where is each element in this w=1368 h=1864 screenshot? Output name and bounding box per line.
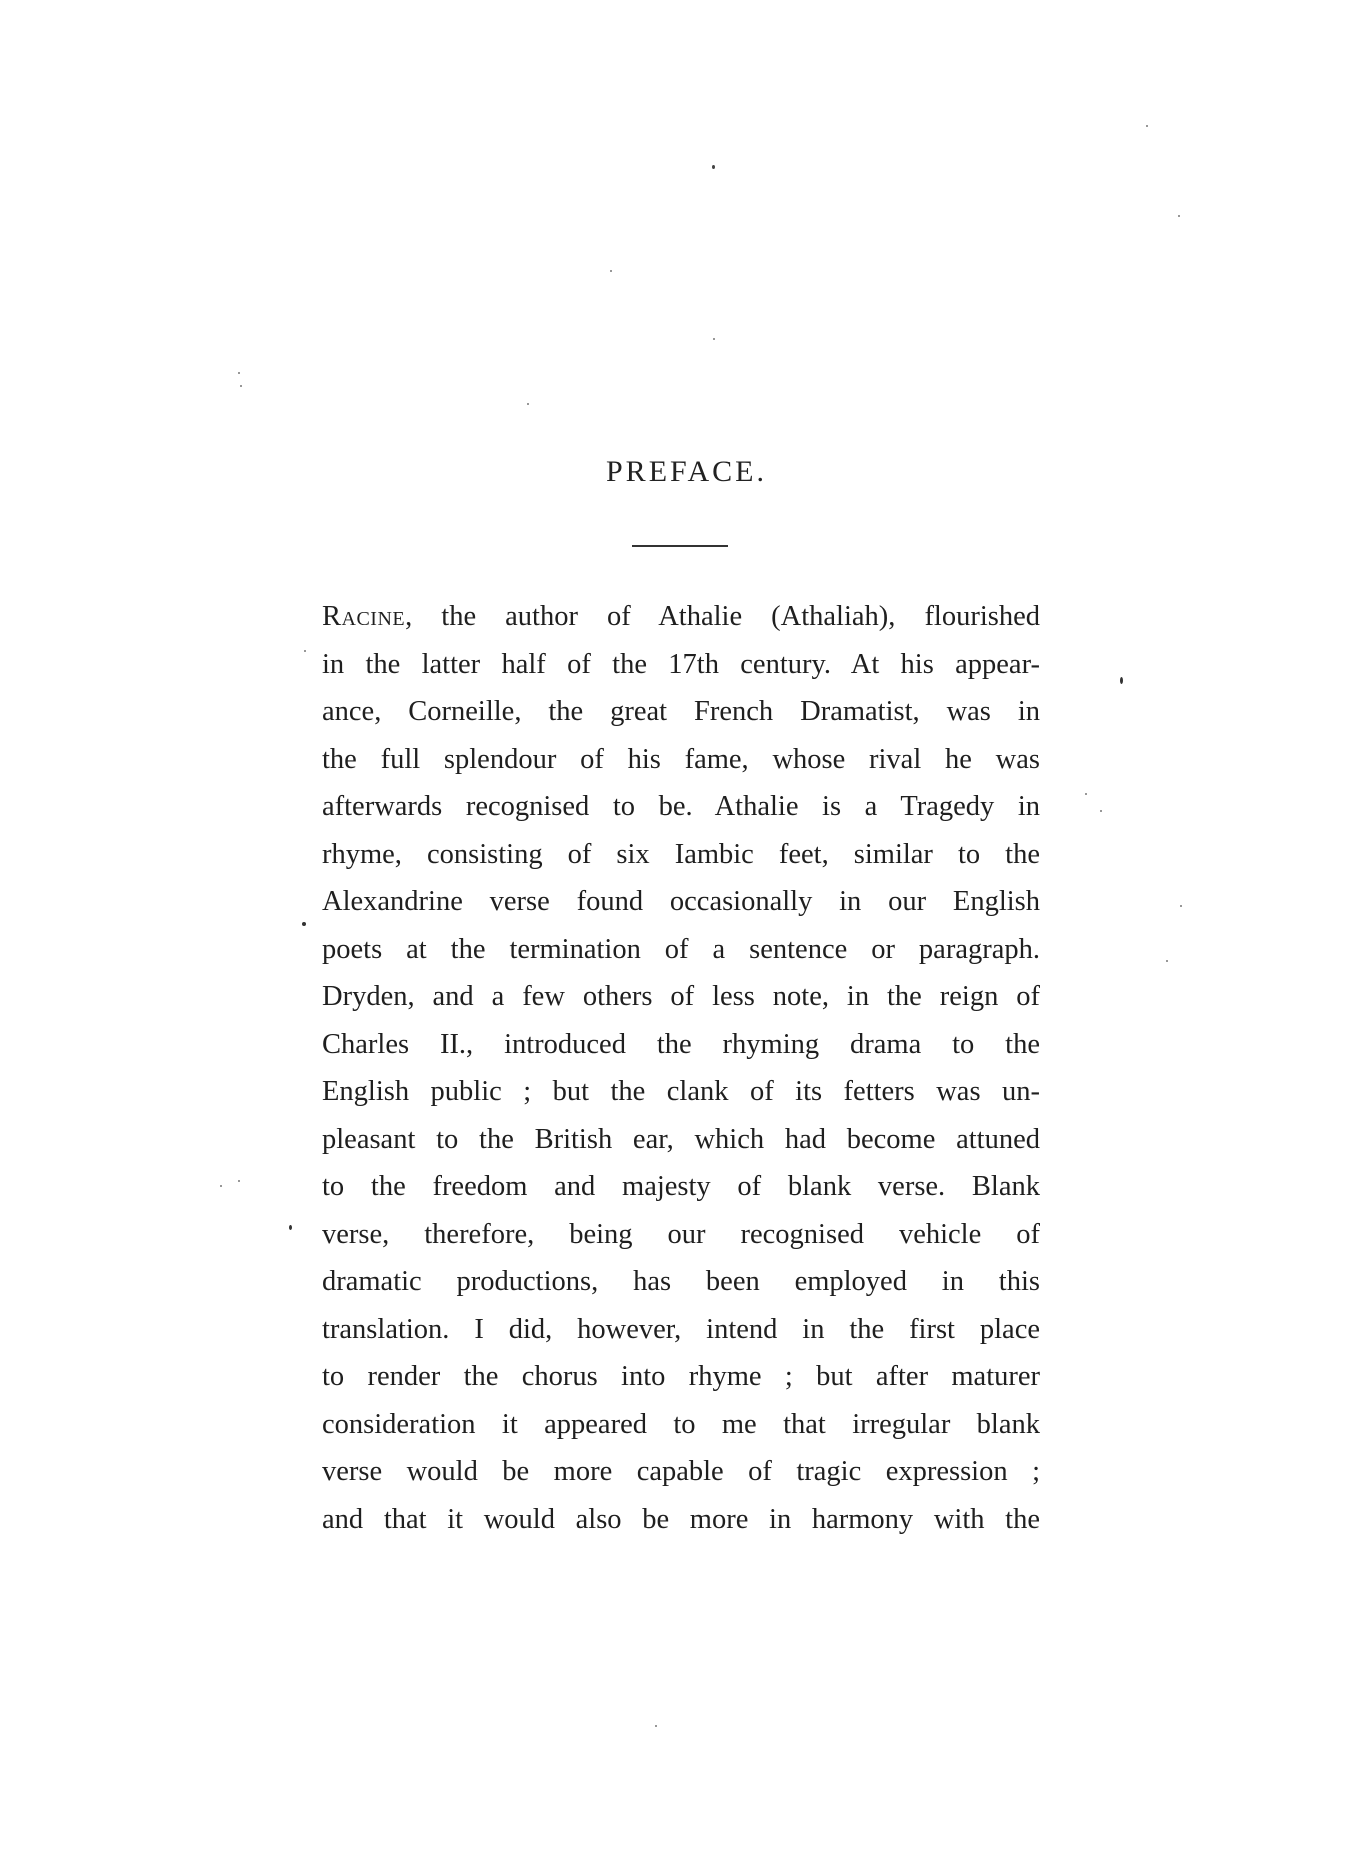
title-divider (632, 545, 728, 547)
text-line: consideration it appeared to me that irregular blank (322, 1408, 1040, 1440)
scan-speck (304, 650, 306, 652)
scan-speck (713, 338, 715, 340)
text-line: poets at the termination of a sentence or paragraph. (322, 933, 1040, 965)
scan-speck (1146, 125, 1148, 127)
text-line: rhyme, consisting of six Iambic feet, similar to the (322, 838, 1040, 870)
lead-word: Racine (322, 601, 406, 632)
text-line: to render the chorus into rhyme ; but after maturer (322, 1361, 1040, 1392)
scan-speck (240, 385, 242, 387)
scan-speck (1166, 960, 1168, 962)
text-line: Charles II., introduced the rhyming drama to the (322, 1028, 1040, 1060)
preface-paragraph (322, 593, 1040, 1543)
text-line: afterwards recognised to be. Athalie is a Tragedy in (322, 791, 1040, 822)
text-line-content: , the author of Athalie (Athaliah), flourished (405, 601, 1040, 632)
scan-speck (238, 1180, 240, 1182)
text-line: in the latter half of the 17th century. At his appear- (322, 648, 1040, 680)
scan-speck (1120, 677, 1123, 684)
text-line: ance, Corneille, the great French Dramatist, was in (322, 696, 1040, 727)
page-title: PREFACE. (606, 455, 767, 488)
text-line: the full splendour of his fame, whose rival he was (322, 743, 1040, 775)
text-line: verse, therefore, being our recognised vehicle of (322, 1218, 1040, 1250)
scan-speck (1180, 905, 1182, 907)
text-line: verse would be more capable of tragic expression ; (322, 1456, 1040, 1487)
text-line (322, 593, 1040, 641)
text-line: and that it would also be more in harmony with the (322, 1503, 1040, 1535)
scan-speck (610, 270, 612, 272)
text-line: pleasant to the British ear, which had become attuned (322, 1123, 1040, 1155)
scan-speck (1100, 810, 1102, 812)
scan-speck (1178, 215, 1180, 217)
scan-speck (220, 1185, 222, 1187)
text-line: English public ; but the clank of its fetters was un- (322, 1076, 1040, 1107)
text-line: to the freedom and majesty of blank verse. Blank (322, 1171, 1040, 1202)
text-line: Alexandrine verse found occasionally in our English (322, 886, 1040, 917)
scan-speck (238, 372, 240, 374)
scan-speck (302, 922, 306, 926)
scan-speck (527, 403, 529, 405)
text-line: translation. I did, however, intend in the first place (322, 1313, 1040, 1345)
text-line: dramatic productions, has been employed in this (322, 1266, 1040, 1297)
text-line: Dryden, and a few others of less note, in the reign of (322, 981, 1040, 1012)
scan-speck (289, 1225, 292, 1230)
scan-speck (655, 1725, 657, 1727)
scan-speck (1085, 793, 1087, 795)
scan-speck (712, 165, 715, 169)
